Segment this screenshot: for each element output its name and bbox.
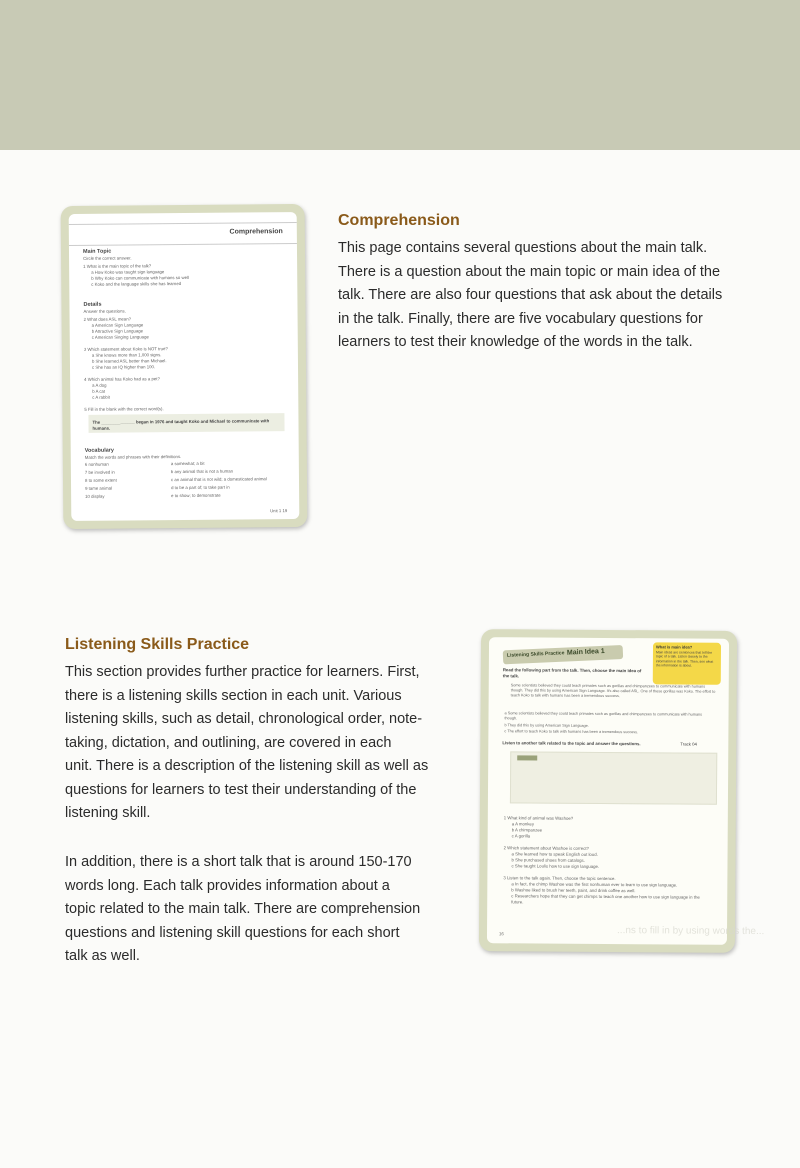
comprehension-line: There is a question about the main topic or main idea of the: [338, 263, 721, 280]
option-text: a She learned how to speak English out loud.: [511, 851, 598, 857]
thumbnail-header: Comprehension: [229, 228, 283, 236]
question-text: 3 Which statement about Koko is NOT true?: [83, 346, 168, 352]
option-text: b She learned ASL better than Michael.: [91, 358, 167, 364]
passage-text: Some scientists believed they could teach primates such as gorillas and chimpanzees to communicate with humans though. They did this by using American Sign Language. It's also called ASL. One of these gorillas was Koko. The effort to teach Koko to talk with humans has been a tremendous success.: [510, 683, 716, 699]
vocab-definition: e to show; to demonstrate: [171, 492, 221, 499]
option-text: a A dog: [92, 382, 107, 388]
listening-line: taking, dictation, and outlining, are covered in each: [65, 734, 392, 751]
fill-blank-text: The ______________ began in 1976 and taught Koko and Michael to communicate with humans.: [92, 418, 270, 431]
notes-area: [510, 751, 717, 804]
option-text: c The effort to teach Koko to talk with humans has been a tremendous success.: [504, 729, 639, 735]
track-label: Track 04: [680, 741, 697, 747]
thumbnail-footer: Unit 1 19: [270, 508, 288, 514]
listening-line: questions for learners to test their understanding of the: [65, 781, 417, 798]
question-text: 2 Which statement about Washoe is correct?: [503, 845, 589, 851]
listening-line: This section provides further practice for learners. First,: [65, 664, 420, 680]
option-text: a A monkey: [511, 821, 535, 827]
comprehension-line: learners to test their knowledge of the words in the talk.: [338, 334, 693, 350]
bleed-text: ...ns to fill in by using words the...: [616, 925, 765, 938]
option-text: a How Koko was taught sign language: [91, 269, 165, 275]
listening-title: Listening Skills Practice: [65, 636, 250, 653]
option-text: c A rabbit: [92, 394, 110, 400]
question-text: 3 Listen to the talk again. Then, choose the topic sentence.: [503, 875, 616, 882]
question-text: 1 What kind of animal was Washoe?: [503, 815, 574, 821]
instr-text: Circle the correct answer.: [83, 255, 132, 261]
notes-tag: [517, 755, 537, 760]
instr-text: Read the following part from the talk. Then, choose the main idea of the talk.: [502, 667, 642, 679]
thumbnail-header: Listening Skills Practice: [506, 650, 565, 659]
thumbnail-main-topic: Main Topic: [82, 248, 112, 255]
comprehension-title: Comprehension: [338, 212, 460, 229]
comprehension-line: talk. There are also four questions that ask about the details: [338, 287, 723, 303]
option-text: b A cat: [92, 388, 106, 394]
option-text: b A chimpanzee: [511, 827, 543, 833]
header-band: [0, 0, 800, 150]
option-text: a Some scientists believed they could teach primates such as gorillas and chimpanzees to communicate with humans though.: [504, 711, 703, 721]
option-text: a American Sign Language: [91, 322, 144, 328]
vocab-definition: c an animal that is not wild; a domesticated animal: [170, 476, 267, 483]
question-text: 5 Fill in the blank with the correct word(s).: [84, 406, 164, 412]
question-text: 2 What does ASL mean?: [83, 316, 131, 322]
listening-thumbnail: [479, 629, 765, 953]
thumbnail-vocabulary: Vocabulary: [84, 447, 115, 454]
option-text: a She knows more than 1,000 signs.: [91, 352, 162, 358]
option-text: c A gorilla: [511, 833, 531, 839]
option-text: b They did this by using American Sign Language.: [504, 723, 589, 728]
listening-line: listening skill.: [65, 805, 151, 821]
thumbnail-page: [69, 212, 300, 521]
thumbnail-details: Details: [83, 301, 102, 308]
comprehension-line: This page contains several questions about the main talk.: [338, 240, 708, 256]
thumbnail-page: [487, 637, 765, 945]
listening-line: talk as well.: [65, 948, 140, 964]
question-text: 4 Which animal has Koko had as a pet?: [84, 376, 160, 382]
comprehension-thumbnail: [61, 204, 308, 529]
listening-line: unit. There is a description of the listening skill as well as: [65, 758, 429, 774]
vocab-word: 6 nonhuman: [84, 461, 109, 467]
instr-text: Answer the questions.: [83, 308, 126, 314]
listening-line: In addition, there is a short talk that is around 150-170: [65, 854, 412, 870]
option-text: a In fact, the chimp Washoe was the first nonhuman ever to learn to use sign language.: [511, 881, 678, 888]
vocab-word: 8 to some extent: [84, 477, 117, 483]
tip-title: What is main idea?: [655, 644, 693, 650]
option-text: b Attractive Sign Language: [91, 328, 144, 334]
option-text: b Washoe liked to brush her teeth, paint, and drink coffee as well.: [511, 887, 636, 894]
vocab-definition: d to be a part of; to take part in: [171, 484, 230, 491]
option-text: b She purchased shoes from catalogs.: [511, 857, 585, 863]
vocab-definition: b any animal that is not a human: [170, 468, 234, 475]
vocab-word: 10 display: [85, 493, 105, 499]
instr-text: Match the words and phrases with their definitions.: [84, 454, 182, 460]
fill-blank-box: [88, 413, 284, 433]
thumbnail-header-sub: Main Idea 1: [566, 647, 605, 657]
listening-line: listening skills, such as detail, chronological order, note-: [65, 711, 423, 727]
question-text: 1 What is the main topic of the talk?: [83, 263, 152, 269]
option-text: c Researchers hope that they can get chimps to teach one another how to use sign language in the future.: [511, 893, 700, 905]
instr-text: Listen to another talk related to the topic and answer the questions.: [502, 740, 641, 747]
listening-line: topic related to the main talk. There are comprehension: [65, 901, 421, 917]
option-text: c She taught Loulis how to use sign language.: [511, 863, 600, 869]
listening-line: words long. Each talk provides information about a: [65, 877, 390, 894]
tip-bubble: [653, 642, 721, 684]
option-text: c Koko and the language skills she has learned: [91, 281, 182, 287]
page-number: 16: [498, 931, 504, 937]
vocab-definition: a somewhat; a bit: [170, 460, 205, 467]
listening-line: there is a listening skills section in each unit. Various: [65, 687, 402, 704]
tip-text: Main ideas are sentences that tell the topic of a talk. Listen closely to the information in the talk. Then, see what the information is about.: [655, 650, 714, 668]
option-text: c She has an IQ higher than 100.: [91, 364, 156, 370]
option-text: b Why Koko can communicate with humans so well: [91, 274, 189, 281]
listening-line: questions and listening skill questions for each short: [65, 924, 400, 941]
vocab-word: 7 be involved in: [84, 469, 115, 475]
vocab-word: 9 tame animal: [85, 485, 113, 491]
comprehension-line: in the talk. Finally, there are five vocabulary questions for: [338, 310, 703, 327]
option-text: c American Singing Language: [91, 334, 149, 340]
